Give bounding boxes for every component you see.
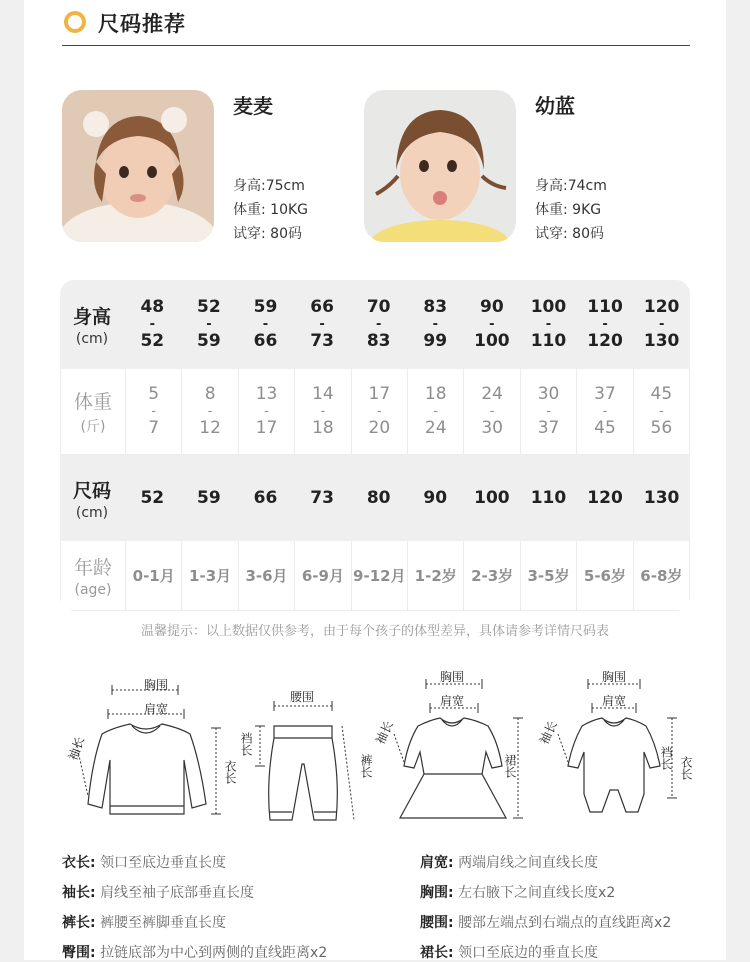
cell-value: 130	[643, 487, 680, 508]
table-cell	[633, 541, 689, 610]
cell-value: 66	[253, 487, 278, 508]
range-min: 5	[148, 384, 160, 404]
section-title: 尺码推荐	[98, 12, 186, 36]
range-min: 59	[253, 297, 278, 317]
cell-value: 5-6岁	[583, 567, 626, 585]
row-unit: (cm)	[75, 331, 109, 347]
table-cell	[294, 541, 350, 610]
cell-value: 0-1月	[132, 567, 175, 585]
range-min: 66	[310, 297, 334, 317]
legend-desc: 裤腰至裤脚垂直长度	[100, 915, 227, 931]
chest-label: 胸围	[144, 678, 169, 692]
range-dash: -	[659, 404, 664, 419]
range-min: 120	[643, 297, 680, 317]
range-min: 110	[587, 297, 623, 317]
cell-value: 52	[140, 487, 165, 508]
table-cell	[463, 369, 519, 454]
legend-term: 衣长:	[62, 855, 96, 871]
range-min: 48	[140, 297, 165, 317]
table-cell	[407, 280, 464, 369]
legend-desc: 左右腋下之间直线长度x2	[458, 885, 616, 901]
range-min: 52	[197, 297, 221, 317]
table-cell	[407, 369, 463, 454]
cell-value: 6-9月	[301, 567, 344, 585]
range-max: 17	[255, 418, 278, 438]
legend-desc: 腰部左端点到右端点的直线距离x2	[458, 915, 672, 931]
legend-term: 腰围:	[420, 915, 454, 931]
table-cell	[577, 280, 634, 369]
range-max: 52	[140, 331, 165, 351]
range-max: 100	[474, 331, 510, 351]
range-min: 13	[255, 384, 278, 404]
table-cell	[520, 369, 576, 454]
table-cell	[633, 369, 689, 454]
range-max: 18	[312, 418, 334, 438]
range-dash: -	[319, 317, 325, 332]
cell-value: 9-12月	[353, 567, 406, 585]
range-max: 30	[481, 418, 503, 438]
rise-label: 裆长	[659, 746, 673, 770]
skirt-length-label: 裙长	[503, 754, 517, 778]
garment-top-diagram	[60, 662, 237, 832]
table-cell	[294, 455, 351, 541]
legend-term: 肩宽:	[420, 855, 454, 871]
legend-desc: 两端肩线之间直线长度	[458, 855, 599, 871]
garment-romper-diagram	[532, 662, 692, 832]
model-name: 麦麦	[233, 94, 273, 118]
cell-value: 100	[474, 487, 510, 508]
range-max: 66	[253, 331, 278, 351]
table-cell	[124, 280, 181, 369]
range-min: 90	[480, 297, 504, 317]
range-min: 17	[368, 384, 391, 404]
table-row-size	[60, 455, 690, 541]
chest-label: 胸围	[440, 670, 465, 684]
shoulder-label: 肩宽	[144, 702, 169, 716]
table-cell	[181, 541, 237, 610]
cell-value: 1-3月	[189, 567, 232, 585]
range-dash: -	[320, 404, 326, 419]
legend-term: 臀围:	[62, 945, 96, 961]
table-cell	[181, 369, 237, 454]
row-unit: (cm)	[75, 504, 109, 521]
waist-label: 腰围	[290, 690, 315, 704]
rise-label: 裆长	[239, 732, 253, 756]
table-cell	[350, 280, 407, 369]
table-row-height	[60, 280, 690, 369]
sleeve-label: 袖长	[65, 734, 88, 763]
table-cell	[294, 280, 351, 369]
model-tried-size: 试穿: 80码	[233, 226, 302, 242]
range-dash: -	[151, 404, 157, 419]
cell-value: 6-8岁	[640, 567, 683, 585]
row-header	[60, 280, 124, 369]
legend-term: 裤长:	[62, 915, 96, 931]
range-min: 18	[424, 384, 447, 404]
legend-desc: 拉链底部为中心到两侧的直线距离x2	[100, 945, 328, 961]
table-cell	[125, 541, 181, 610]
model-photo	[62, 90, 214, 242]
cell-value: 90	[423, 487, 448, 508]
table-cell	[407, 541, 463, 610]
range-dash: -	[433, 404, 439, 419]
warm-tip: 温馨提示：以上数据仅供参考，由于每个孩子的体型差异，具体请参考详情尺码表	[140, 624, 609, 639]
legend-term: 裙长:	[420, 945, 454, 961]
cell-value: 1-2岁	[414, 567, 457, 585]
range-min: 24	[481, 384, 503, 404]
row-header	[61, 541, 125, 610]
range-max: 110	[530, 331, 567, 351]
range-max: 12	[199, 418, 221, 438]
model-card-youlan	[364, 90, 664, 245]
range-max: 20	[368, 418, 391, 438]
table-cell	[237, 455, 294, 541]
range-max: 73	[310, 331, 334, 351]
range-min: 83	[423, 297, 448, 317]
range-dash: -	[658, 317, 665, 332]
legend-item	[62, 912, 226, 932]
legend-desc: 肩线至袖子底部垂直长度	[100, 885, 255, 901]
table-cell	[633, 280, 690, 369]
range-dash: -	[375, 317, 382, 332]
row-unit: (age)	[74, 582, 112, 598]
table-row-weight	[60, 369, 690, 455]
row-label: 体重	[73, 391, 112, 413]
cell-value: 73	[310, 487, 334, 508]
range-max: 120	[587, 331, 623, 351]
row-label: 身高	[72, 306, 111, 328]
range-max: 37	[537, 418, 560, 438]
row-label: 尺码	[72, 479, 111, 502]
range-max: 130	[643, 331, 680, 351]
garment-dress-diagram	[372, 662, 532, 832]
table-cell	[294, 369, 350, 454]
range-min: 70	[366, 297, 391, 317]
table-cell	[125, 369, 181, 454]
table-cell	[576, 541, 632, 610]
table-cell	[181, 280, 238, 369]
length-label: 衣长	[223, 760, 237, 784]
range-min: 37	[594, 384, 616, 404]
table-cell	[181, 455, 238, 541]
table-cell	[577, 455, 634, 541]
table-cell	[520, 455, 577, 541]
table-cell	[350, 455, 407, 541]
section-header	[62, 6, 690, 46]
range-dash: -	[149, 317, 155, 332]
cell-value: 80	[366, 487, 391, 508]
cell-value: 59	[197, 487, 221, 508]
range-min: 30	[537, 384, 560, 404]
cell-value: 2-3岁	[471, 567, 514, 585]
range-dash: -	[489, 317, 495, 332]
model-name: 幼蓝	[535, 94, 575, 118]
cell-value: 110	[530, 487, 567, 508]
model-height: 身高:75cm	[233, 178, 305, 194]
table-row-age	[60, 541, 690, 611]
range-min: 100	[530, 297, 567, 317]
cell-value: 3-5岁	[527, 567, 570, 585]
shoulder-label: 肩宽	[440, 694, 465, 708]
legend-item	[420, 912, 671, 932]
legend-item	[420, 882, 615, 902]
range-dash: -	[376, 404, 382, 419]
legend-item	[62, 942, 327, 962]
model-height: 身高:74cm	[535, 178, 607, 194]
range-dash: -	[489, 404, 495, 419]
table-cell	[124, 455, 181, 541]
garment-pants-diagram	[230, 662, 373, 832]
table-cell	[238, 541, 294, 610]
table-cell	[463, 541, 519, 610]
pants-length-label: 裤长	[359, 754, 373, 778]
model-weight: 体重: 10KG	[233, 202, 309, 218]
table-cell	[520, 541, 576, 610]
sleeve-label: 袖长	[373, 718, 396, 747]
range-max: 7	[148, 418, 160, 438]
shoulder-label: 肩宽	[602, 694, 627, 708]
model-card-maimai	[62, 90, 362, 245]
table-cell	[351, 541, 407, 610]
table-cell	[520, 280, 577, 369]
table-cell	[464, 280, 521, 369]
range-dash: -	[262, 317, 269, 332]
circle-icon	[64, 11, 86, 33]
size-recommend-page	[24, 0, 726, 960]
sleeve-label: 袖长	[537, 718, 560, 747]
table-cell	[238, 369, 294, 454]
chest-label: 胸围	[602, 670, 627, 684]
model-stats	[535, 174, 607, 246]
table-cell	[576, 369, 632, 454]
range-min: 8	[204, 384, 216, 404]
legend-desc: 领口至底边垂直长度	[100, 855, 227, 871]
range-min: 45	[650, 384, 673, 404]
legend-item	[62, 852, 226, 872]
table-cell	[351, 369, 407, 454]
range-dash: -	[602, 404, 608, 419]
model-tried-size: 试穿: 80码	[535, 226, 604, 242]
row-unit: (斤)	[80, 419, 106, 435]
legend-desc: 领口至底边的垂直长度	[458, 945, 599, 961]
table-cell	[633, 455, 690, 541]
range-dash: -	[207, 404, 213, 419]
model-photo	[364, 90, 516, 242]
row-label: 年龄	[73, 557, 112, 579]
range-min: 14	[312, 384, 334, 404]
range-max: 83	[366, 331, 391, 351]
dress-outline-icon	[372, 662, 532, 832]
legend-term: 胸围:	[420, 885, 454, 901]
legend-item	[420, 942, 598, 962]
table-cell	[237, 280, 294, 369]
range-dash: -	[546, 404, 551, 419]
range-dash: -	[602, 317, 608, 332]
range-max: 56	[650, 418, 673, 438]
range-dash: -	[264, 404, 269, 419]
range-dash: -	[545, 317, 552, 332]
range-max: 59	[197, 331, 221, 351]
range-dash: -	[206, 317, 212, 332]
range-max: 99	[423, 331, 448, 351]
range-max: 45	[594, 418, 616, 438]
table-cell	[407, 455, 464, 541]
table-cell	[464, 455, 521, 541]
row-header	[60, 455, 124, 541]
range-dash: -	[432, 317, 438, 332]
length-label: 衣长	[679, 756, 693, 780]
legend-term: 袖长:	[62, 885, 96, 901]
range-max: 24	[424, 418, 447, 438]
legend-item	[420, 852, 598, 872]
legend-item	[62, 882, 254, 902]
model-weight: 体重: 9KG	[535, 202, 602, 218]
size-table	[60, 280, 690, 611]
cell-value: 3-6月	[245, 567, 288, 585]
model-stats	[233, 174, 308, 246]
cell-value: 120	[587, 487, 623, 508]
row-header	[61, 369, 125, 454]
